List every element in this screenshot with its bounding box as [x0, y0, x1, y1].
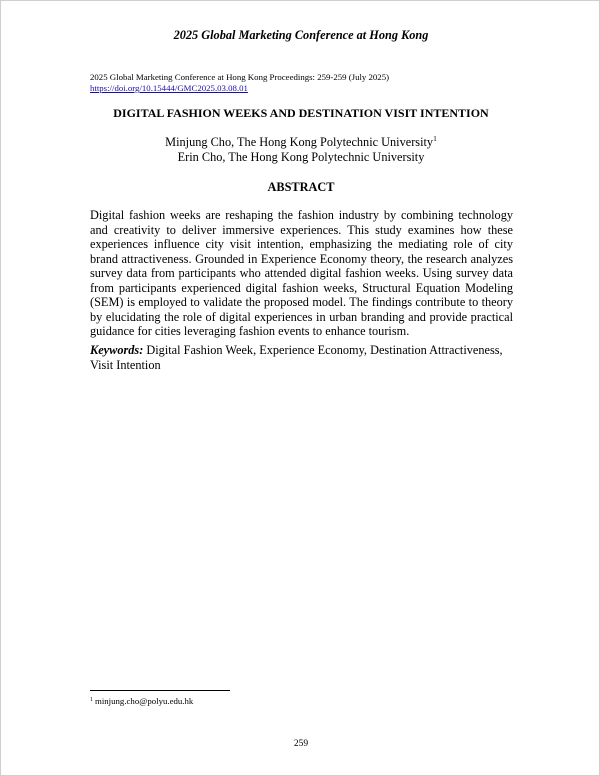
author-line [1, 150, 600, 165]
proceedings-info [90, 72, 389, 94]
author-name: Erin Cho, The Hong Kong Polytechnic University [177, 150, 425, 164]
footnote-mark: 1 [90, 697, 93, 703]
footnote-divider [90, 690, 230, 691]
keywords-label: Keywords: [90, 343, 144, 357]
abstract-heading: ABSTRACT [267, 180, 335, 194]
author-name: Minjung Cho, The Hong Kong Polytechnic University [165, 135, 434, 149]
abstract-body: Digital fashion weeks are reshaping the fashion industry by combining technology and creativity to deliver immersive experiences. This study examines how these experiences influence city visit intention, emphasizing the mediating role of city brand attractiveness. Grounded in Experience Economy theory, the research analyzes survey data from participants who attended digital fashion weeks. Using survey data from participants experienced digital fashion weeks, Structural Equation Modeling (SEM) is employed to validate the proposed model. The findings contribute to theory by elucidating the role of digital experiences in urban branding and provide practical guidance for cities leveraging fashion events to enhance tourism. [90, 208, 513, 338]
author-line [1, 135, 600, 150]
doi-link[interactable]: https://doi.org/10.15444/GMC2025.03.08.01 [90, 83, 248, 93]
footnote [90, 696, 193, 706]
paper-title: DIGITAL FASHION WEEKS AND DESTINATION VISIT INTENTION [113, 106, 489, 120]
footnote-email: minjung.cho@polyu.edu.hk [95, 696, 194, 706]
proceedings-citation: 2025 Global Marketing Conference at Hong Kong Proceedings: 259-259 (July 2025) [90, 72, 390, 82]
keywords [90, 343, 513, 372]
page-number: 259 [293, 739, 309, 749]
running-header: 2025 Global Marketing Conference at Hong Kong [173, 28, 429, 42]
footnote-marker[interactable]: 1 [433, 134, 437, 143]
keywords-text: Digital Fashion Week, Experience Economy, Destination Attractiveness, Visit Intention [90, 343, 503, 372]
author-list [1, 135, 600, 165]
